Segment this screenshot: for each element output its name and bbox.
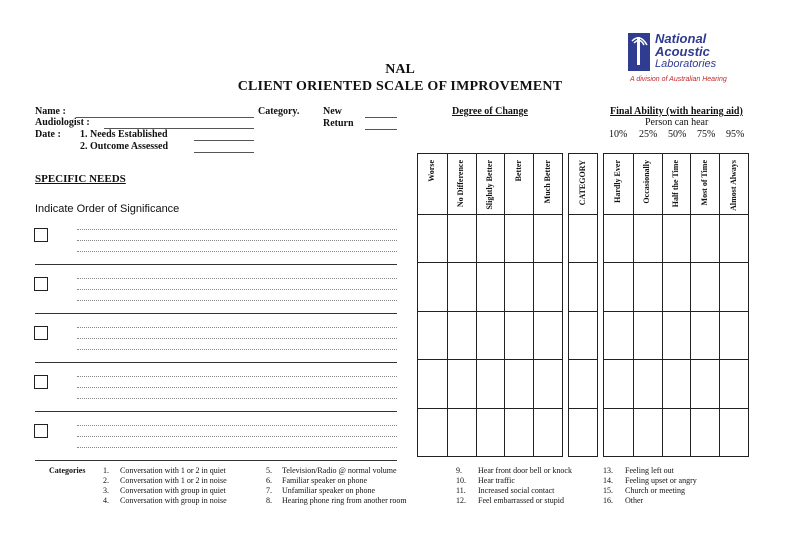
final-ability-cell[interactable]	[690, 359, 719, 407]
degree-of-change-column-header: No Difference	[456, 160, 466, 208]
logo-subtitle: A division of Australian Hearing	[630, 76, 727, 83]
final-ability-column-header: Half the Time	[671, 160, 680, 208]
name-label: Name :	[35, 106, 66, 117]
degree-of-change-cell[interactable]	[447, 359, 476, 407]
degree-of-change-column-header: Better	[513, 160, 523, 182]
category-cell[interactable]	[569, 214, 597, 262]
final-ability-cell[interactable]	[633, 262, 662, 310]
degree-of-change-cell[interactable]	[533, 359, 562, 407]
category-item: Conversation with group in noise	[120, 496, 227, 505]
degree-of-change-cell[interactable]	[476, 214, 505, 262]
final-ability-cell[interactable]	[719, 262, 748, 310]
final-ability-cell[interactable]	[690, 262, 719, 310]
significance-checkbox[interactable]	[34, 424, 48, 438]
final-ability-cell[interactable]	[604, 311, 633, 359]
row-divider	[35, 264, 397, 265]
need-entry-line[interactable]	[77, 278, 397, 279]
date-label: Date :	[35, 129, 61, 140]
degree-of-change-cell[interactable]	[476, 359, 505, 407]
category-item: Feeling upset or angry	[625, 476, 697, 485]
page-title: NAL	[385, 62, 415, 77]
degree-of-change-cell[interactable]	[447, 311, 476, 359]
degree-of-change-cell[interactable]	[418, 262, 447, 310]
page-subtitle: CLIENT ORIENTED SCALE OF IMPROVEMENT	[237, 79, 563, 94]
category-cell[interactable]	[569, 408, 597, 456]
significance-checkbox[interactable]	[34, 228, 48, 242]
degree-of-change-cell[interactable]	[476, 262, 505, 310]
person-can-hear: Person can hear	[645, 117, 709, 128]
category-number: 2.	[103, 476, 109, 485]
final-ability-cell[interactable]	[719, 359, 748, 407]
final-ability-cell[interactable]	[719, 214, 748, 262]
final-ability-cell[interactable]	[662, 214, 691, 262]
category-number: 15.	[603, 486, 613, 495]
final-ability-column-header: Almost Always	[728, 160, 738, 211]
final-ability-column-header: Hardly Ever	[613, 160, 623, 203]
category-number: 6.	[266, 476, 272, 485]
degree-of-change-cell[interactable]	[504, 262, 533, 310]
final-ability-title: Final Ability (with hearing aid)	[610, 106, 743, 117]
final-ability-cell[interactable]	[604, 214, 633, 262]
degree-of-change-cell[interactable]	[418, 408, 447, 456]
pct-50: 50%	[668, 129, 687, 140]
logo-line-3: Laboratories	[655, 58, 717, 70]
degree-of-change-cell[interactable]	[504, 311, 533, 359]
final-ability-cell[interactable]	[633, 214, 662, 262]
outcome-assessed-field[interactable]	[194, 152, 254, 153]
name-field[interactable]	[76, 117, 254, 118]
final-ability-cell[interactable]	[662, 359, 691, 407]
degree-of-change-cell[interactable]	[447, 214, 476, 262]
category-grid	[568, 153, 598, 457]
category-number: 4.	[103, 496, 109, 505]
category-label: Category.	[258, 106, 300, 117]
degree-of-change-cell[interactable]	[447, 408, 476, 456]
row-divider	[35, 313, 397, 314]
degree-of-change-cell[interactable]	[504, 408, 533, 456]
return-label: Return	[323, 118, 354, 129]
need-entry-line[interactable]	[77, 376, 397, 377]
significance-checkbox[interactable]	[34, 326, 48, 340]
category-number: 10.	[456, 476, 466, 485]
final-ability-cell[interactable]	[690, 214, 719, 262]
category-item: Church or meeting	[625, 486, 685, 495]
need-entry-line[interactable]	[77, 447, 397, 448]
category-item: Conversation with group in quiet	[120, 486, 226, 495]
degree-of-change-cell[interactable]	[533, 408, 562, 456]
degree-of-change-cell[interactable]	[533, 214, 562, 262]
return-field[interactable]	[365, 129, 397, 130]
need-entry-line[interactable]	[77, 398, 397, 399]
degree-of-change-title: Degree of Change	[452, 106, 528, 117]
degree-of-change-column-header: Much Better	[542, 160, 552, 204]
final-ability-cell[interactable]	[690, 311, 719, 359]
category-item: Feeling left out	[625, 466, 674, 475]
category-item: Conversation with 1 or 2 in noise	[120, 476, 227, 485]
category-item: Hearing phone ring from another room	[282, 496, 407, 505]
logo-line-1: National	[655, 31, 707, 46]
category-cell[interactable]	[569, 262, 597, 310]
category-cell[interactable]	[569, 311, 597, 359]
new-field[interactable]	[365, 117, 397, 118]
final-ability-cell[interactable]	[633, 408, 662, 456]
need-entry-line[interactable]	[77, 251, 397, 252]
degree-of-change-cell[interactable]	[504, 359, 533, 407]
category-cell[interactable]	[569, 359, 597, 407]
pct-95: 95%	[726, 129, 745, 140]
need-entry-line[interactable]	[77, 229, 397, 230]
category-number: 7.	[266, 486, 272, 495]
final-ability-cell[interactable]	[633, 311, 662, 359]
degree-of-change-cell[interactable]	[418, 214, 447, 262]
specific-needs-title: SPECIFIC NEEDS	[35, 173, 126, 185]
pct-25: 25%	[639, 129, 658, 140]
degree-of-change-cell[interactable]	[447, 262, 476, 310]
category-number: 12.	[456, 496, 466, 505]
categories-label: Categories	[49, 466, 86, 475]
row-divider	[35, 411, 397, 412]
significance-checkbox[interactable]	[34, 375, 48, 389]
need-entry-line[interactable]	[77, 425, 397, 426]
category-number: 14.	[603, 476, 613, 485]
need-entry-line[interactable]	[77, 300, 397, 301]
category-number: 5.	[266, 466, 272, 475]
need-entry-line[interactable]	[77, 338, 397, 339]
degree-of-change-column-header: Slightly Better	[485, 160, 494, 210]
audiologist-label: Audiologist :	[35, 117, 90, 128]
degree-of-change-cell[interactable]	[418, 359, 447, 407]
category-number: 16.	[603, 496, 613, 505]
degree-of-change-cell[interactable]	[533, 311, 562, 359]
need-entry-line[interactable]	[77, 289, 397, 290]
degree-of-change-cell[interactable]	[418, 311, 447, 359]
degree-of-change-cell[interactable]	[533, 262, 562, 310]
category-number: 1.	[103, 466, 109, 475]
category-item: Hear front door bell or knock	[478, 466, 572, 475]
need-entry-line[interactable]	[77, 387, 397, 388]
category-item: Feel embarrassed or stupid	[478, 496, 564, 505]
category-item: Other	[625, 496, 644, 505]
degree-of-change-cell[interactable]	[504, 214, 533, 262]
need-entry-line[interactable]	[77, 436, 397, 437]
need-entry-line[interactable]	[77, 240, 397, 241]
category-item: Hear traffic	[478, 476, 515, 485]
category-item: Television/Radio @ normal volume	[282, 466, 397, 475]
need-entry-line[interactable]	[77, 327, 397, 328]
final-ability-cell[interactable]	[690, 408, 719, 456]
final-ability-cell[interactable]	[604, 262, 633, 310]
category-item: Conversation with 1 or 2 in quiet	[120, 466, 226, 475]
category-item: Familiar speaker on phone	[282, 476, 368, 485]
row-divider	[35, 460, 397, 461]
degree-of-change-cell[interactable]	[476, 408, 505, 456]
final-ability-cell[interactable]	[604, 359, 633, 407]
row-divider	[35, 362, 397, 363]
new-label: New	[323, 106, 342, 117]
significance-checkbox[interactable]	[34, 277, 48, 291]
category-item: Unfamiliar speaker on phone	[282, 486, 376, 495]
category-number: 11.	[456, 486, 466, 495]
outcome-assessed-label: 2. Outcome Assessed	[80, 141, 169, 152]
category-number: 9.	[456, 466, 462, 475]
degree-of-change-grid	[417, 153, 563, 457]
final-ability-cell[interactable]	[719, 408, 748, 456]
final-ability-cell[interactable]	[662, 262, 691, 310]
pct-10: 10%	[609, 129, 628, 140]
category-number: 13.	[603, 466, 613, 475]
category-column-header: CATEGORY	[578, 160, 587, 206]
final-ability-column-header: Most of Time	[699, 160, 709, 206]
category-number: 3.	[103, 486, 109, 495]
degree-of-change-cell[interactable]	[476, 311, 505, 359]
needs-established-label: 1. Needs Established	[80, 129, 168, 140]
final-ability-column-header: Occasionally	[642, 160, 652, 204]
final-ability-cell[interactable]	[604, 408, 633, 456]
final-ability-cell[interactable]	[662, 408, 691, 456]
needs-established-field[interactable]	[194, 140, 254, 141]
logo-line-2: Acoustic	[655, 44, 710, 59]
need-entry-line[interactable]	[77, 349, 397, 350]
degree-of-change-column-header: Worse	[427, 160, 437, 182]
final-ability-cell[interactable]	[662, 311, 691, 359]
final-ability-grid	[603, 153, 749, 457]
final-ability-cell[interactable]	[633, 359, 662, 407]
category-item: Increased social contact	[478, 486, 555, 495]
final-ability-cell[interactable]	[719, 311, 748, 359]
order-of-significance-instruction: Indicate Order of Significance	[35, 203, 180, 215]
pct-75: 75%	[697, 129, 716, 140]
category-number: 8.	[266, 496, 272, 505]
